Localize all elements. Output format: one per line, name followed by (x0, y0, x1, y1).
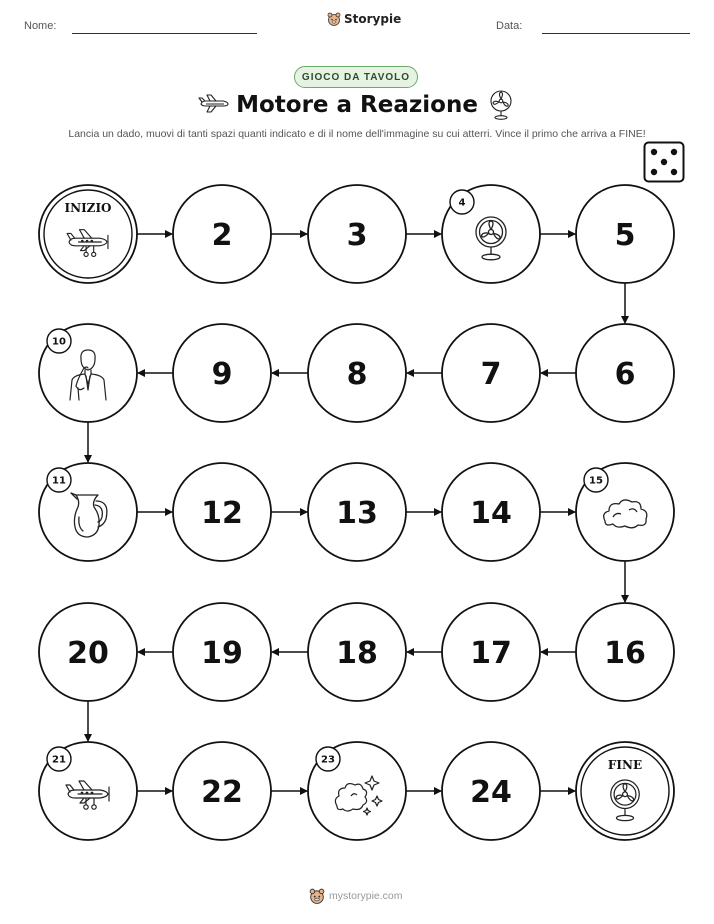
space-number: 4 (458, 197, 466, 209)
board-space-6 (576, 324, 674, 422)
space-number: 22 (201, 775, 243, 810)
space-number: 17 (470, 636, 512, 671)
space-number: 18 (336, 636, 378, 671)
board-space-18 (308, 603, 406, 701)
start-label: INIZIO (64, 201, 112, 215)
space-number: 7 (480, 357, 502, 392)
board-space-24 (442, 742, 540, 840)
space-number: 10 (52, 336, 66, 348)
board-space-3 (308, 185, 406, 283)
board-space-11 (39, 463, 137, 561)
space-number: 3 (346, 218, 368, 253)
board-space-23 (308, 742, 406, 840)
board-space-9 (173, 324, 271, 422)
board-space-2 (173, 185, 271, 283)
space-number: 11 (52, 475, 66, 487)
footer (309, 888, 403, 904)
page-title: Motore a Reazione (236, 92, 478, 118)
board-space-12 (173, 463, 271, 561)
space-number: 14 (470, 496, 512, 531)
space-number: 24 (470, 775, 512, 810)
board-space-21 (39, 742, 137, 840)
board-space-20 (39, 603, 137, 701)
board-space-1 (39, 185, 137, 283)
board-space-19 (173, 603, 271, 701)
board-space-17 (442, 603, 540, 701)
space-number: 16 (604, 636, 646, 671)
category-badge: GIOCO DA TAVOLO (294, 66, 418, 88)
board-space-16 (576, 603, 674, 701)
date-label: Data: (496, 20, 523, 32)
instructions: Lancia un dado, muovi di tanti spazi quanti indicato e di il nome dell'immagine su cui atterri. Vince il primo che arriva a FINE! (68, 128, 646, 140)
footer-mascot-icon (309, 888, 325, 904)
board-space-15 (576, 463, 674, 561)
brand-name: Storypie (344, 12, 402, 26)
space-number: 19 (201, 636, 243, 671)
space-number: 23 (321, 754, 335, 766)
footer-url[interactable]: mystorypie.com (329, 890, 403, 902)
board-cells (39, 185, 674, 840)
space-number: 13 (336, 496, 378, 531)
board-space-22 (173, 742, 271, 840)
space-number: 5 (614, 218, 636, 253)
space-number: 21 (52, 754, 66, 766)
board-space-4 (442, 185, 540, 283)
space-number: 6 (614, 357, 636, 392)
finish-label: FINE (607, 758, 643, 772)
space-number: 12 (201, 496, 243, 531)
board-space-8 (308, 324, 406, 422)
name-label: Nome: (24, 20, 57, 32)
space-number: 15 (589, 475, 603, 487)
space-number: 20 (67, 636, 109, 671)
board-space-5 (576, 185, 674, 283)
board-space-13 (308, 463, 406, 561)
board-space-14 (442, 463, 540, 561)
space-number: 2 (211, 218, 233, 253)
board-space-10 (39, 324, 137, 422)
space-number: 9 (211, 357, 233, 392)
board-space-25 (576, 742, 674, 840)
space-number: 8 (346, 357, 368, 392)
board-space-7 (442, 324, 540, 422)
